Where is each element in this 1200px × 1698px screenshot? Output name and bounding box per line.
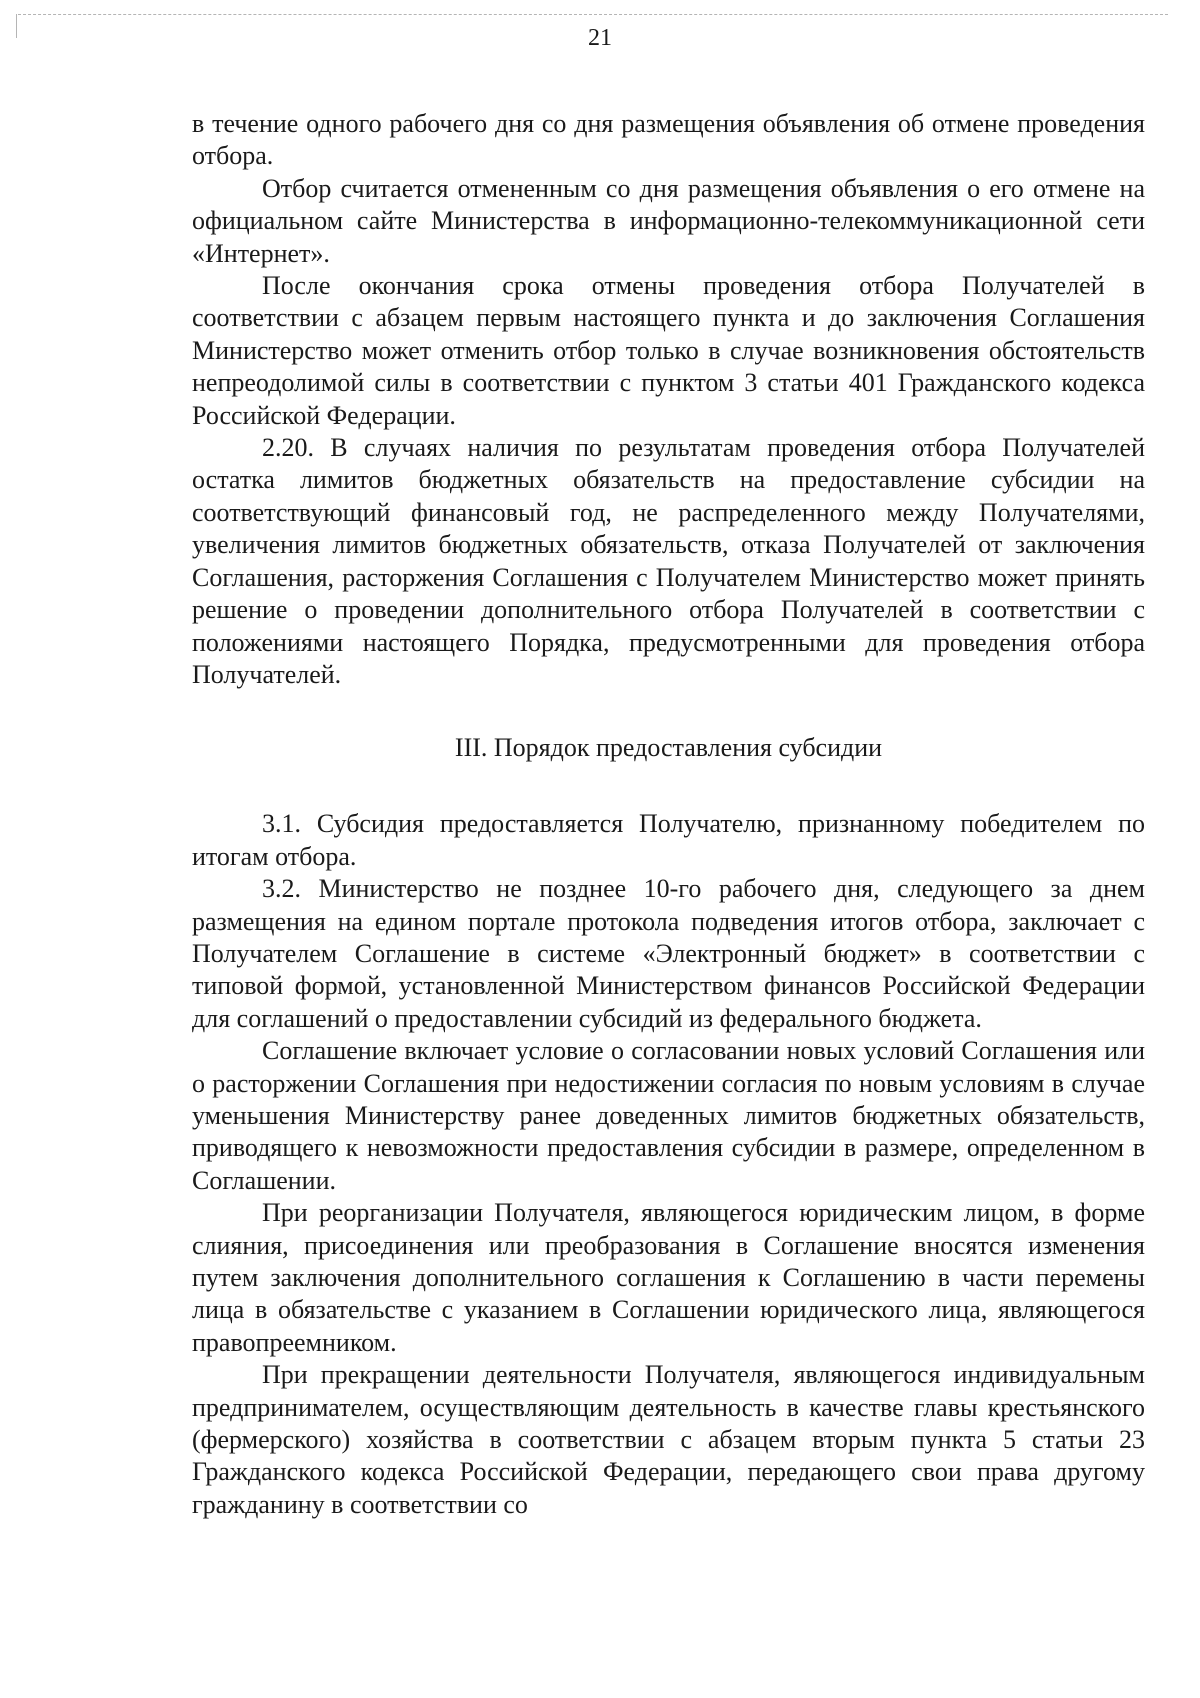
paragraph-3-1: 3.1. Субсидия предоставляется Получателю, признанному победителем по итогам отбора. [192,809,1145,871]
paragraph-agreement-conditions: Соглашение включает условие о согласовании новых условий Соглашения или о расторжении Соглашения при недостижении согласия по новым условиям в случае уменьшения Министерству ранее доведенных лимитов бюджетных обязательств, приводящего к невозможности предоставления субсидии в размере, определенном в Соглашении. [192,1036,1145,1195]
paragraph-termination: При прекращении деятельности Получателя, являющегося индивидуальным предпринимателем, осуществляющим деятельность в качестве главы крестьянского (фермерского) хозяйства в соответствии с абзацем вторым пункта 5 статьи 23 Гражданского кодекса Российской Федерации, передающего свои права другому гражданину в соответствии со [192,1360,1145,1519]
paragraph-cancellation-force-majeure: После окончания срока отмены проведения отбора Получателей в соответствии с абзацем первым настоящего пункта и до заключения Соглашения Министерство может отменить отбор только в случае возникновения обстоятельств непреодолимой силы в соответствии с пунктом 3 статьи 401 Гражданского кодекса Российской Федерации. [192,271,1145,430]
paragraph-continuation: в течение одного рабочего дня со дня размещения объявления об отмене проведения отбора. [192,109,1145,171]
document-body [192,108,1145,1521]
paragraph-2-20: 2.20. В случаях наличия по результатам проведения отбора Получателей остатка лимитов бюджетных обязательств на предоставление субсидии на соответствующий финансовый год, не распределенного между Получателями, увеличения лимитов бюджетных обязательств, отказа Получателей от заключения Соглашения, расторжения Соглашения с Получателем Министерство может принять решение о проведении дополнительного отбора Получателей в соответствии с положениями настоящего Порядка, предусмотренными для проведения отбора Получателей. [192,433,1145,689]
paragraph-3-2: 3.2. Министерство не позднее 10-го рабочего дня, следующего за днем размещения на едином портале протокола подведения итогов отбора, заключает с Получателем Соглашение в системе «Электронный бюджет» в соответствии с типовой формой, установленной Министерством финансов Российской Федерации для соглашений о предоставлении субсидий из федерального бюджета. [192,874,1145,1033]
scan-border [18,14,1168,15]
paragraph-cancellation-effective: Отбор считается отмененным со дня размещения объявления о его отмене на официальном сайте Министерства в информационно-телекоммуникационной сети «Интернет». [192,173,1145,268]
paragraph-reorganization: При реорганизации Получателя, являющегося юридическим лицом, в форме слияния, присоединения или преобразования в Соглашение вносятся изменения путем заключения дополнительного соглашения к Соглашению в части перемены лица в обязательстве с указанием в Соглашении юридического лица, являющегося правопреемником. [192,1198,1145,1357]
section-heading: III. Порядок предоставления субсидии [454,733,883,763]
page-number: 21 [588,25,612,51]
